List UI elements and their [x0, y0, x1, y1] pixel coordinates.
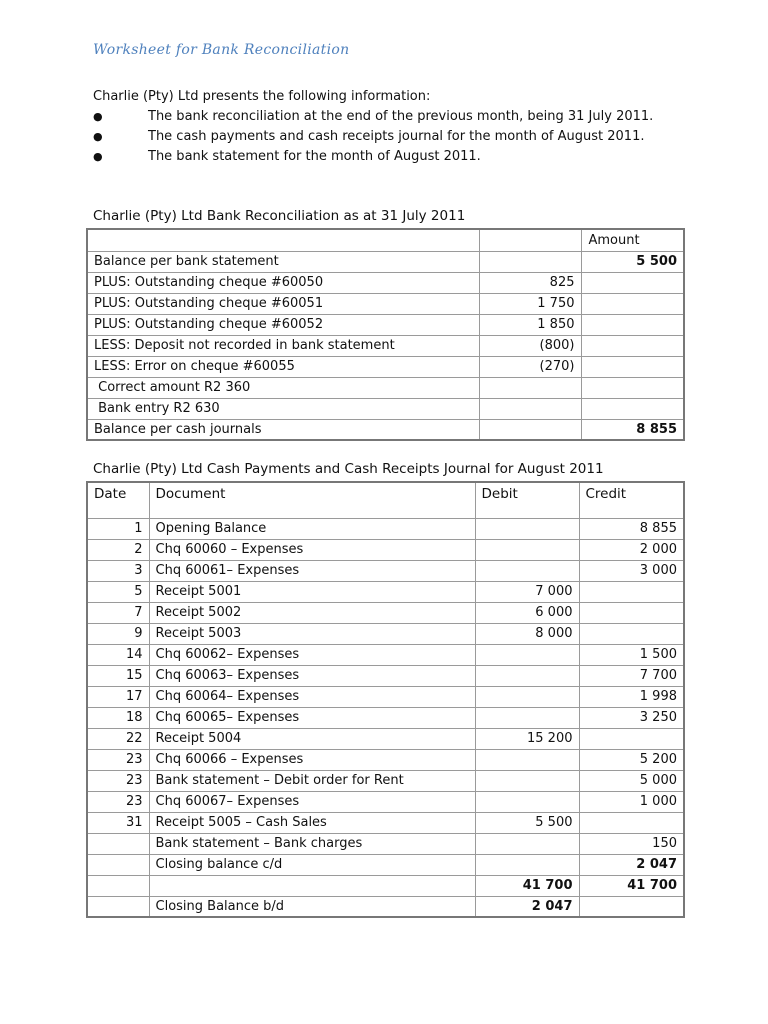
journal-credit	[579, 812, 684, 833]
journal-credit: 5 000	[579, 770, 684, 791]
journal-date: 15	[87, 665, 149, 686]
recon-mid: (800)	[479, 335, 581, 356]
journal-row	[87, 854, 684, 875]
journal-row	[87, 560, 684, 581]
journal-row	[87, 686, 684, 707]
journal-row	[87, 539, 684, 560]
journal-header-debit: Debit	[475, 482, 579, 518]
journal-date: 23	[87, 749, 149, 770]
journal-debit: 15 200	[475, 728, 579, 749]
recon-amount	[581, 293, 684, 314]
recon-label: Balance per bank statement	[87, 251, 479, 272]
recon-amount	[581, 398, 684, 419]
recon-row	[87, 293, 684, 314]
journal-debit	[475, 749, 579, 770]
journal-credit: 1 500	[579, 644, 684, 665]
intro-bullet-text: The bank statement for the month of August 2011.	[148, 149, 481, 164]
recon-row	[87, 356, 684, 377]
journal-credit: 7 700	[579, 665, 684, 686]
intro-bullet	[93, 107, 676, 127]
recon-label: Balance per cash journals	[87, 419, 479, 440]
recon-label: Bank entry R2 630	[87, 398, 479, 419]
journal-document: Bank statement – Debit order for Rent	[149, 770, 475, 791]
recon-amount: 5 500	[581, 251, 684, 272]
journal-debit	[475, 707, 579, 728]
journal-date: 3	[87, 560, 149, 581]
journal-row	[87, 833, 684, 854]
journal-credit: 150	[579, 833, 684, 854]
recon-label: PLUS: Outstanding cheque #60052	[87, 314, 479, 335]
journal-row	[87, 875, 684, 896]
intro-bullet	[93, 147, 676, 167]
journal-credit: 5 200	[579, 749, 684, 770]
journal-row	[87, 707, 684, 728]
journal-table	[86, 481, 685, 918]
bullet-icon: ●	[93, 110, 103, 123]
journal-row	[87, 581, 684, 602]
recon-header-label	[87, 229, 479, 251]
journal-date	[87, 875, 149, 896]
journal-header-row	[87, 482, 684, 518]
journal-debit: 2 047	[475, 896, 579, 917]
journal-credit	[579, 728, 684, 749]
bullet-icon: ●	[93, 150, 103, 163]
journal-row	[87, 665, 684, 686]
journal-debit	[475, 518, 579, 539]
recon-mid	[479, 398, 581, 419]
recon-label: PLUS: Outstanding cheque #60051	[87, 293, 479, 314]
journal-date: 2	[87, 539, 149, 560]
journal-document: Chq 60062– Expenses	[149, 644, 475, 665]
journal-debit: 8 000	[475, 623, 579, 644]
journal-row	[87, 896, 684, 917]
journal-document: Receipt 5002	[149, 602, 475, 623]
journal-header-date: Date	[87, 482, 149, 518]
journal-header-credit: Credit	[579, 482, 684, 518]
journal-document: Chq 60061– Expenses	[149, 560, 475, 581]
journal-date: 23	[87, 770, 149, 791]
journal-document: Chq 60067– Expenses	[149, 791, 475, 812]
recon-row	[87, 335, 684, 356]
recon-row	[87, 314, 684, 335]
journal-date: 9	[87, 623, 149, 644]
journal-debit	[475, 854, 579, 875]
journal-date: 31	[87, 812, 149, 833]
journal-document: Chq 60065– Expenses	[149, 707, 475, 728]
recon-amount	[581, 335, 684, 356]
recon-label: LESS: Deposit not recorded in bank statement	[87, 335, 479, 356]
intro-lead: Charlie (Pty) Ltd presents the following information:	[93, 89, 431, 104]
journal-debit: 41 700	[475, 875, 579, 896]
journal-document	[149, 875, 475, 896]
journal-row	[87, 749, 684, 770]
recon-mid: 825	[479, 272, 581, 293]
recon-amount	[581, 272, 684, 293]
journal-date: 14	[87, 644, 149, 665]
journal-document: Receipt 5003	[149, 623, 475, 644]
journal-row	[87, 623, 684, 644]
journal-row	[87, 644, 684, 665]
journal-debit	[475, 833, 579, 854]
journal-date: 5	[87, 581, 149, 602]
intro-bullet-text: The cash payments and cash receipts journal for the month of August 2011.	[148, 129, 645, 144]
recon-header-row	[87, 229, 684, 251]
journal-debit	[475, 791, 579, 812]
journal-date: 7	[87, 602, 149, 623]
page-title: Worksheet for Bank Reconciliation	[93, 42, 350, 58]
journal-debit: 5 500	[475, 812, 579, 833]
journal-credit: 41 700	[579, 875, 684, 896]
journal-date	[87, 854, 149, 875]
journal-row	[87, 770, 684, 791]
journal-credit: 2 000	[579, 539, 684, 560]
journal-debit	[475, 644, 579, 665]
intro-bullet-text: The bank reconciliation at the end of the previous month, being 31 July 2011.	[148, 109, 654, 124]
journal-credit: 1 000	[579, 791, 684, 812]
journal-debit	[475, 560, 579, 581]
journal-date: 1	[87, 518, 149, 539]
journal-date: 22	[87, 728, 149, 749]
journal-document: Closing Balance b/d	[149, 896, 475, 917]
journal-document: Bank statement – Bank charges	[149, 833, 475, 854]
recon-amount	[581, 314, 684, 335]
recon-header-amount: Amount	[581, 229, 684, 251]
journal-document: Chq 60064– Expenses	[149, 686, 475, 707]
journal-caption: Charlie (Pty) Ltd Cash Payments and Cash Receipts Journal for August 2011	[93, 461, 604, 477]
journal-debit	[475, 665, 579, 686]
journal-debit	[475, 539, 579, 560]
journal-debit: 7 000	[475, 581, 579, 602]
journal-row	[87, 518, 684, 539]
journal-credit: 8 855	[579, 518, 684, 539]
recon-row	[87, 377, 684, 398]
recon-mid	[479, 251, 581, 272]
journal-document: Opening Balance	[149, 518, 475, 539]
journal-credit: 3 250	[579, 707, 684, 728]
journal-document: Chq 60060 – Expenses	[149, 539, 475, 560]
recon-label: PLUS: Outstanding cheque #60050	[87, 272, 479, 293]
recon-header-mid	[479, 229, 581, 251]
bullet-icon: ●	[93, 130, 103, 143]
recon-mid: 1 850	[479, 314, 581, 335]
journal-row	[87, 728, 684, 749]
intro-section	[93, 87, 676, 167]
recon-row	[87, 251, 684, 272]
journal-credit	[579, 623, 684, 644]
journal-date	[87, 833, 149, 854]
recon-row	[87, 419, 684, 440]
journal-row	[87, 812, 684, 833]
journal-header-document: Document	[149, 482, 475, 518]
journal-date	[87, 896, 149, 917]
journal-document: Closing balance c/d	[149, 854, 475, 875]
journal-date: 17	[87, 686, 149, 707]
recon-amount	[581, 377, 684, 398]
recon-mid	[479, 377, 581, 398]
recon-label: LESS: Error on cheque #60055	[87, 356, 479, 377]
journal-credit	[579, 896, 684, 917]
recon-caption: Charlie (Pty) Ltd Bank Reconciliation as at 31 July 2011	[93, 208, 466, 224]
recon-amount: 8 855	[581, 419, 684, 440]
recon-mid: 1 750	[479, 293, 581, 314]
recon-amount	[581, 356, 684, 377]
intro-bullet	[93, 127, 676, 147]
journal-credit: 1 998	[579, 686, 684, 707]
journal-document: Receipt 5004	[149, 728, 475, 749]
journal-debit	[475, 686, 579, 707]
journal-row	[87, 602, 684, 623]
journal-document: Chq 60066 – Expenses	[149, 749, 475, 770]
recon-row	[87, 272, 684, 293]
recon-label: Correct amount R2 360	[87, 377, 479, 398]
journal-debit	[475, 770, 579, 791]
journal-date: 18	[87, 707, 149, 728]
journal-row	[87, 791, 684, 812]
recon-table	[86, 228, 685, 441]
journal-document: Receipt 5001	[149, 581, 475, 602]
journal-date: 23	[87, 791, 149, 812]
recon-mid	[479, 419, 581, 440]
journal-credit: 3 000	[579, 560, 684, 581]
journal-credit	[579, 602, 684, 623]
journal-debit: 6 000	[475, 602, 579, 623]
journal-document: Receipt 5005 – Cash Sales	[149, 812, 475, 833]
journal-document: Chq 60063– Expenses	[149, 665, 475, 686]
recon-row	[87, 398, 684, 419]
journal-credit: 2 047	[579, 854, 684, 875]
recon-mid: (270)	[479, 356, 581, 377]
journal-credit	[579, 581, 684, 602]
